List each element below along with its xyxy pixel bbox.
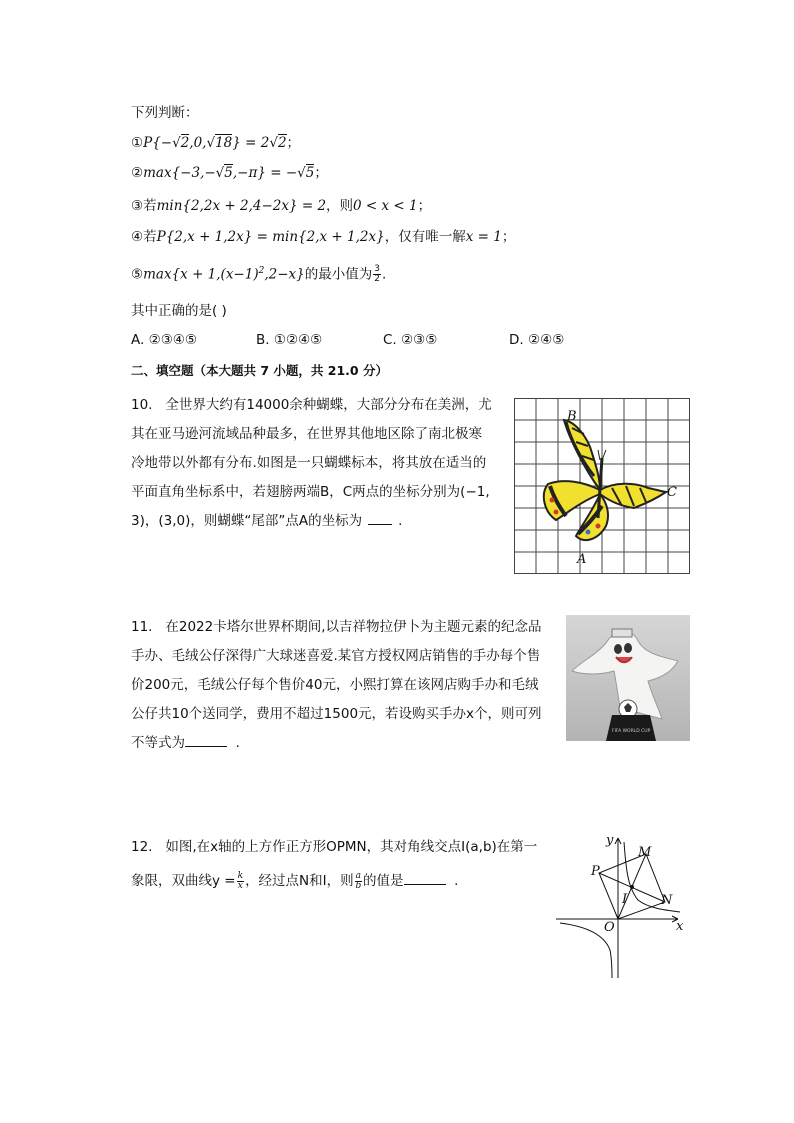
option-a[interactable]: A. ②③④⑤ bbox=[131, 332, 198, 348]
q12-text: 12. 如图,在x轴的上方作正方形OPMN，其对角线交点I(a,b)在第一 象限，双曲线y = $\frac{k}{x}$ ，经过点N和I，则 $\frac{a}{b}$ 的值是 . bbox=[131, 839, 538, 891]
statement-3: ③若min{2,2x + 2,4−2x} = 2，则0 < x < 1； bbox=[131, 198, 432, 214]
fraction-three-halves: $\frac{3}{2}$ bbox=[374, 264, 380, 284]
label-c: C bbox=[667, 485, 677, 500]
q11-answer-blank[interactable] bbox=[185, 733, 227, 747]
option-d[interactable]: D. ②④⑤ bbox=[509, 332, 565, 348]
label-a: A bbox=[577, 552, 587, 567]
statement-1: ①P{−√2,0,√18} = 2√2； bbox=[131, 135, 301, 151]
mascot-photo bbox=[566, 615, 690, 741]
intro-text: 下列判断： bbox=[131, 105, 199, 121]
statement-2: ②max{−3,−√5,−π} = −√5； bbox=[131, 165, 328, 181]
butterfly-icon bbox=[544, 420, 666, 540]
label-y: y bbox=[606, 833, 614, 848]
photo-caption: FIFA WORLD CUP bbox=[612, 729, 651, 734]
statement-4: ④若P{2,x + 1,2x} = min{2,x + 1,2x}，仅有唯一解x = 1； bbox=[131, 229, 516, 245]
label-p: P bbox=[591, 864, 600, 879]
q11-text: 11. 在2022卡塔尔世界杯期间,以吉祥物拉伊卜为主题元素的纪念品 手办、毛绒公仔深得广大球迷喜爱.某官方授权网店销售的手办每个售 价200元，毛绒公仔每个售价40元，小熙打算在该网店购手办和毛绒 公仔共10个送同学，费用不超过1500元，若设购买手办x个，则可列 不等式为 . bbox=[131, 619, 542, 751]
section-title: 二、填空题（本大题共 7 小题，共 21.0 分） bbox=[131, 363, 388, 378]
q12-answer-blank[interactable] bbox=[404, 871, 446, 885]
question-prompt: 其中正确的是( ) bbox=[131, 303, 227, 319]
q10-number: 10. bbox=[131, 397, 153, 413]
statement-5: ⑤max{x + $1,(x-1)^2,2-x$}的最小值为 $\frac{3}{2}$ . bbox=[131, 264, 387, 284]
label-x: x bbox=[676, 919, 684, 934]
q10-text: 10. 全世界大约有14000余种蝴蝶，大部分分布在美洲，尤 其在亚马逊河流域品种最多，在世界其他地区除了南北极寒 冷地带以外都有分布.如图是一只蝴蝶标本，将其放在适当的 平面直角坐标系中，若翅膀两端B，C两点的坐标分别为(−1, 3)，(3,0)，则蝴蝶“尾部”点A的坐标为 . bbox=[131, 397, 492, 529]
fraction-a-over-b: $\frac{a}{b}$ bbox=[355, 870, 362, 891]
label-o: O bbox=[604, 920, 615, 935]
option-c[interactable]: C. ②③⑤ bbox=[383, 332, 438, 348]
label-n: N bbox=[661, 893, 673, 908]
q10-answer-blank[interactable] bbox=[368, 511, 392, 525]
mascot-headband bbox=[612, 629, 632, 637]
label-m: M bbox=[638, 845, 652, 860]
q11-number: 11. bbox=[131, 619, 153, 635]
butterfly-grid-figure bbox=[514, 398, 690, 574]
label-b: B bbox=[567, 409, 577, 424]
q12-number: 12. bbox=[131, 839, 153, 855]
fraction-k-over-x: $\frac{k}{x}$ bbox=[237, 870, 244, 891]
square-hyperbola-figure bbox=[554, 830, 694, 980]
option-b[interactable]: B. ①②④⑤ bbox=[256, 332, 323, 348]
label-i: I bbox=[622, 892, 628, 907]
